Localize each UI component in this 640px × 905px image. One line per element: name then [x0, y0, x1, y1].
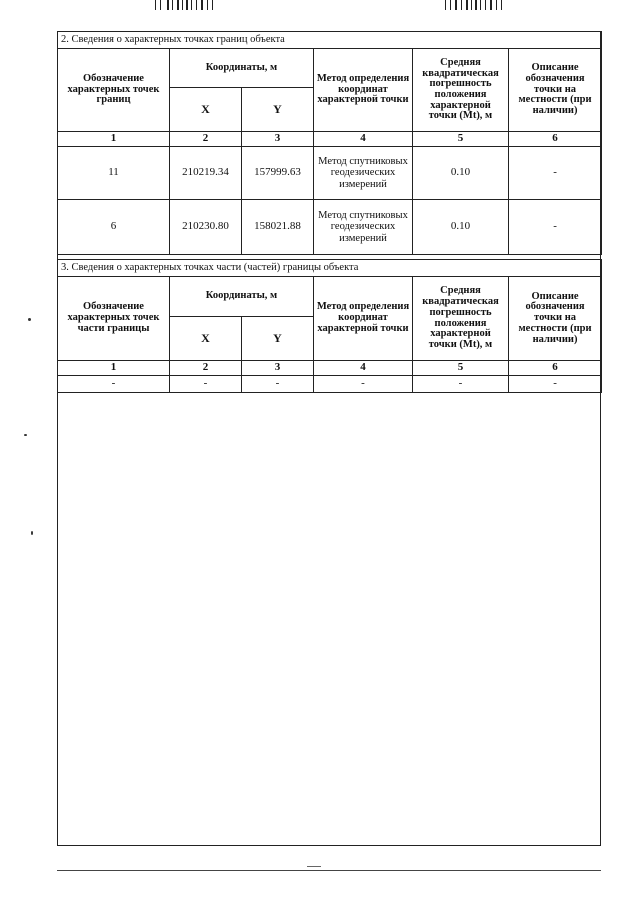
footer-rule	[57, 870, 601, 871]
cell-x: 210230.80	[170, 200, 242, 255]
column-number: 1	[58, 361, 170, 376]
table-row	[58, 200, 602, 255]
column-number: 5	[413, 132, 509, 147]
cell-y: 157999.63	[242, 147, 314, 200]
section2-table	[57, 31, 602, 255]
header-method: Метод определения координат характерной точки	[314, 277, 413, 361]
cell-description: -	[509, 200, 602, 255]
header-x: X	[170, 88, 242, 132]
cell-error: 0.10	[413, 147, 509, 200]
column-number: 2	[170, 132, 242, 147]
column-number: 3	[242, 361, 314, 376]
table-row	[58, 376, 602, 393]
column-number: 2	[170, 361, 242, 376]
cell-description: -	[509, 147, 602, 200]
cell-point: -	[58, 376, 170, 393]
cell-y: -	[242, 376, 314, 393]
column-number: 4	[314, 132, 413, 147]
cell-point: 11	[58, 147, 170, 200]
cell-point: 6	[58, 200, 170, 255]
column-number: 6	[509, 361, 602, 376]
column-number: 1	[58, 132, 170, 147]
section3-title: 3. Сведения о характерных точках части (частей) границы объекта	[58, 260, 602, 277]
cell-method: Метод спутниковых геодезических измерений	[314, 147, 413, 200]
cell-description: -	[509, 376, 602, 393]
header-y: Y	[242, 317, 314, 361]
cell-x: -	[170, 376, 242, 393]
cell-error: 0.10	[413, 200, 509, 255]
header-y: Y	[242, 88, 314, 132]
section3-table	[57, 259, 602, 393]
column-number: 6	[509, 132, 602, 147]
cell-x: 210219.34	[170, 147, 242, 200]
column-number: 4	[314, 361, 413, 376]
barcode-right	[445, 0, 505, 10]
header-description: Описание обозначения точки на местности (при наличии)	[509, 277, 602, 361]
header-description: Описание обозначения точки на местности (при наличии)	[509, 49, 602, 132]
header-error: Средняя квадратическая погрешность положения характерной точки (Mt), м	[413, 277, 509, 361]
table-row	[58, 147, 602, 200]
header-coordinates: Координаты, м	[170, 49, 314, 88]
header-designation: Обозначение характерных точек части границы	[58, 277, 170, 361]
cell-error: -	[413, 376, 509, 393]
header-designation: Обозначение характерных точек границ	[58, 49, 170, 132]
scan-speck	[31, 531, 33, 535]
cell-method: Метод спутниковых геодезических измерений	[314, 200, 413, 255]
header-coordinates: Координаты, м	[170, 277, 314, 317]
scan-speck	[24, 434, 27, 436]
header-x: X	[170, 317, 242, 361]
cell-method: -	[314, 376, 413, 393]
cell-y: 158021.88	[242, 200, 314, 255]
column-number: 5	[413, 361, 509, 376]
column-number: 3	[242, 132, 314, 147]
scan-speck	[28, 318, 31, 321]
section2-title: 2. Сведения о характерных точках границ объекта	[58, 32, 602, 49]
header-error: Средняя квадратическая погрешность положения характерной точки (Mt), м	[413, 49, 509, 132]
footer-tick	[307, 866, 321, 867]
header-method: Метод определения координат характерной точки	[314, 49, 413, 132]
barcode-left	[155, 0, 215, 10]
